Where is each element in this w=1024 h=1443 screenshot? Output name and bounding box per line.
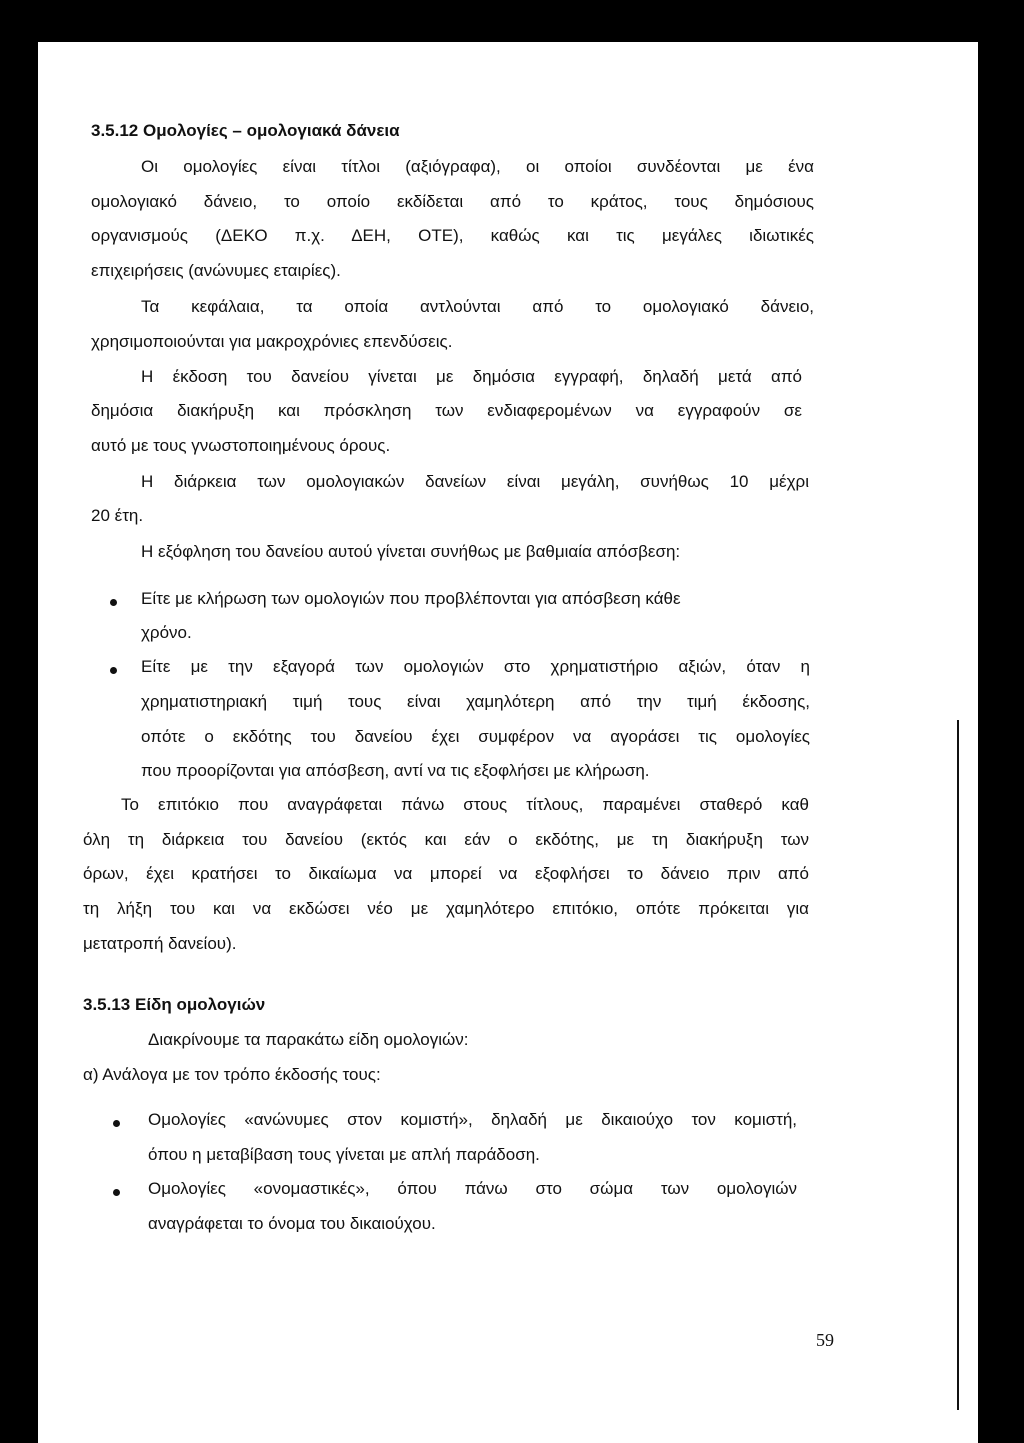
bullet-dot (110, 667, 117, 674)
section-heading: 3.5.12 Ομολογίες – ομολογιακά δάνεια (91, 121, 400, 140)
paragraph-line: αυτό με τους γνωστοποιημένους όρους. (91, 436, 391, 455)
document-page (38, 42, 978, 1443)
paragraph-line: ομολογιακό δάνειο, το οποίο εκδίδεται από το κράτος, τους δημόσιους (91, 192, 814, 211)
paragraph-line: μετατροπή δανείου). (83, 934, 237, 953)
list-item-line: Ομολογίες «ανώνυμες στον κομιστή», δηλαδή με δικαιούχο τον κομιστή, (148, 1110, 797, 1129)
section-heading: 3.5.13 Είδη ομολογιών (83, 995, 266, 1014)
paragraph-line: Το επιτόκιο που αναγράφεται πάνω στους τίτλους, παραμένει σταθερό καθ (121, 795, 809, 814)
list-item-line: χρόνο. (141, 623, 192, 642)
list-item-line: χρηματιστηριακή τιμή τους είναι χαμηλότερη από την τιμή έκδοσης, (141, 692, 810, 711)
bullet-dot (113, 1189, 120, 1196)
paragraph-line: τη λήξη του και να εκδώσει νέο με χαμηλότερο επιτόκιο, οπότε πρόκειται για (83, 899, 809, 918)
page-number: 59 (816, 1330, 834, 1350)
subheading-line: α) Ανάλογα με τον τρόπο έκδοσής τους: (83, 1065, 381, 1084)
list-item-line: οπότε ο εκδότης του δανείου έχει συμφέρον να αγοράσει τις ομολογίες (141, 727, 810, 746)
list-item-line: Είτε με κλήρωση των ομολογιών που προβλέπονται για απόσβεση κάθε (141, 589, 681, 608)
paragraph-line: Διακρίνουμε τα παρακάτω είδη ομολογιών: (148, 1030, 469, 1049)
list-item-line: Ομολογίες «ονομαστικές», όπου πάνω στο σώμα των ομολογιών (148, 1179, 797, 1198)
paragraph-line: Η εξόφληση του δανείου αυτού γίνεται συνήθως με βαθμιαία απόσβεση: (141, 542, 681, 561)
list-item-line: αναγράφεται το όνομα του δικαιούχου. (148, 1214, 436, 1233)
paragraph-line: δημόσια διακήρυξη και πρόσκληση των ενδιαφερομένων να εγγραφούν σε (91, 401, 802, 420)
paragraph-line: 20 έτη. (91, 506, 144, 525)
margin-rule (957, 720, 959, 1410)
list-item-line: Είτε με την εξαγορά των ομολογιών στο χρηματιστήριο αξιών, όταν η (141, 657, 810, 676)
list-item-line: όπου η μεταβίβαση τους γίνεται με απλή παράδοση. (148, 1145, 540, 1164)
paragraph-line: όλη τη διάρκεια του δανείου (εκτός και εάν ο εκδότης, με τη διακήρυξη των (83, 830, 809, 849)
paragraph-line: όρων, έχει κρατήσει το δικαίωμα να μπορεί να εξοφλήσει το δάνειο πριν από (83, 864, 809, 883)
bullet-dot (110, 599, 117, 606)
paragraph-line: Οι ομολογίες είναι τίτλοι (αξιόγραφα), οι οποίοι συνδέονται με ένα (141, 157, 814, 176)
paragraph-line: Τα κεφάλαια, τα οποία αντλούνται από το ομολογιακό δάνειο, (141, 297, 814, 316)
bullet-dot (113, 1120, 120, 1127)
paragraph-line: Η έκδοση του δανείου γίνεται με δημόσια εγγραφή, δηλαδή μετά από (141, 367, 802, 386)
paragraph-line: οργανισμούς (ΔΕΚΟ π.χ. ΔΕΗ, ΟΤΕ), καθώς και τις μεγάλες ιδιωτικές (91, 226, 814, 245)
paragraph-line: επιχειρήσεις (ανώνυμες εταιρίες). (91, 261, 341, 280)
list-item-line: που προορίζονται για απόσβεση, αντί να τις εξοφλήσει με κλήρωση. (141, 761, 650, 780)
paragraph-line: Η διάρκεια των ομολογιακών δανείων είναι μεγάλη, συνήθως 10 μέχρι (141, 472, 809, 491)
paragraph-line: χρησιμοποιούνται για μακροχρόνιες επενδύσεις. (91, 332, 453, 351)
